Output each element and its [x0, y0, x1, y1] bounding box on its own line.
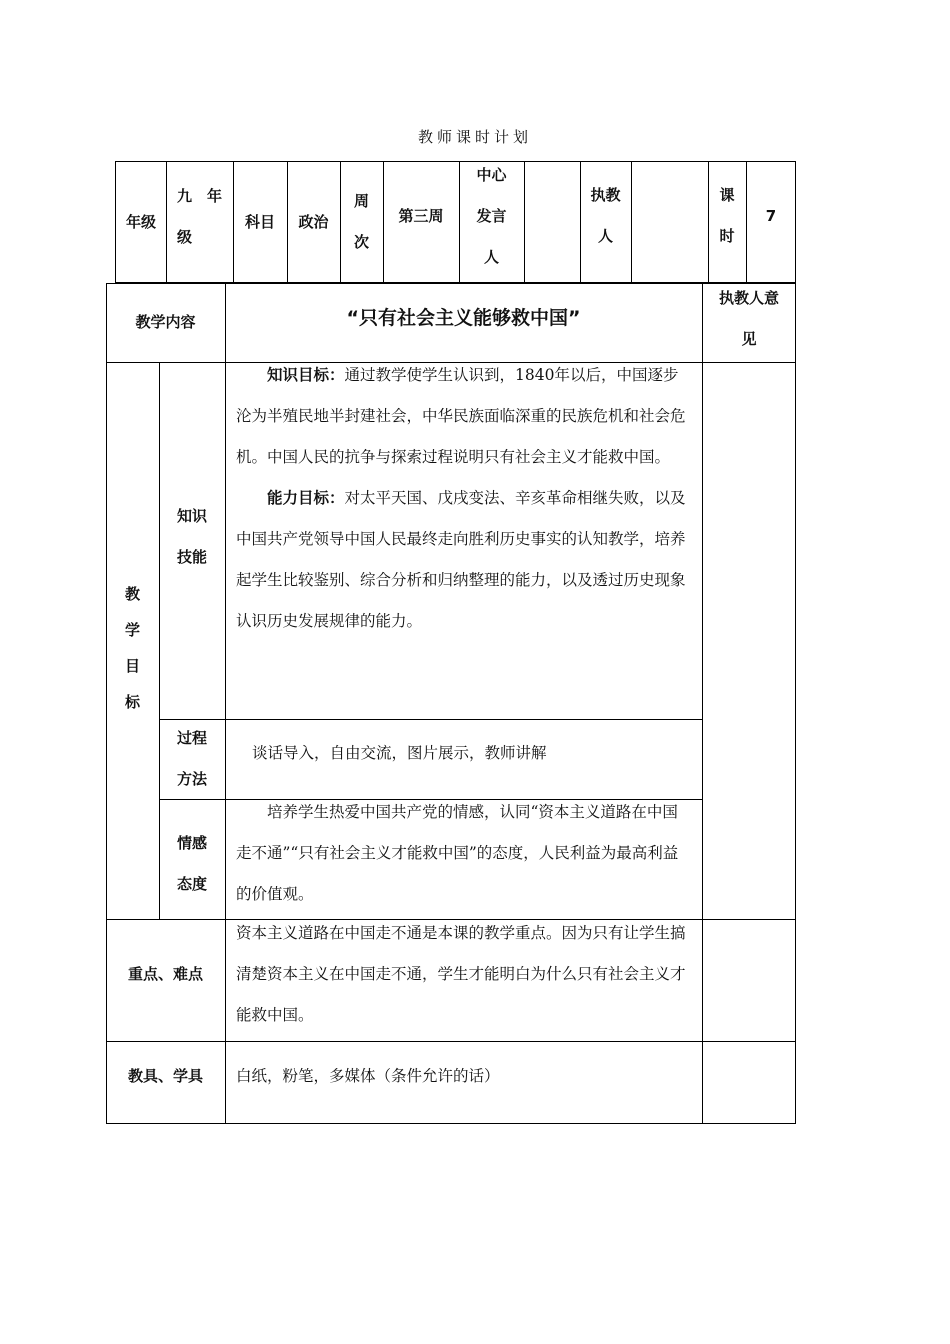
ability-goal-title: 能力目标：	[267, 489, 345, 507]
knowledge-skills-text	[236, 355, 692, 642]
tools-label: 教具、学具	[127, 1066, 203, 1085]
speaker-value	[524, 161, 580, 283]
process-method-line2: 方法	[176, 770, 207, 788]
process-method-line1: 过程	[176, 729, 207, 747]
emotion-attitude-line1: 情感	[176, 834, 207, 852]
knowledge-skills-label	[159, 362, 225, 719]
week-value: 第三周	[398, 206, 444, 225]
teacher-label	[580, 155, 631, 277]
ability-goal-text: 对太平天国、戊戌变法、辛亥革命相继失败，以及中国共产党领导中国人民最终走向胜利历史事实的认知教学，培养起学生比较鉴别、综合分析和归纳整理的能力，以及透过历史现象认识历史发展规律的能力。	[236, 489, 686, 630]
week-label-line2: 次	[353, 233, 369, 251]
speaker-label-line1: 中心	[476, 165, 507, 184]
emotion-attitude-paragraph: 培养学生热爱中国共产党的情感，认同“资本主义道路在中国走不通”“只有社会主义才能救中国”的态度，人民利益为最高利益的价值观。	[236, 803, 679, 903]
teacher-label-line1: 执教	[590, 186, 621, 204]
knowledge-skills-line2: 技能	[176, 547, 207, 566]
teaching-content-label: 教学内容	[135, 313, 196, 331]
lesson-heading: “只有社会主义能够救中国”	[346, 306, 581, 329]
knowledge-goal	[236, 355, 692, 478]
speaker-label-line2: 发言	[476, 206, 507, 225]
teacher-opinion-line2: 见	[741, 329, 757, 348]
grade-value-line1: 九 年	[177, 187, 223, 205]
key-points-text: 资本主义道路在中国走不通是本课的教学重点。因为只有让学生搞清楚资本主义在中国走不通，学生才能明白为什么只有社会主义才能救中国。	[236, 924, 686, 1024]
period-label	[708, 155, 746, 277]
key-points-label: 重点、难点	[127, 964, 203, 983]
emotion-attitude-line2: 态度	[176, 875, 207, 893]
knowledge-skills-line1: 知识	[176, 506, 207, 525]
objectives-label-4: 标	[124, 692, 140, 711]
objectives-label-1: 教	[124, 584, 140, 603]
speaker-label-line3: 人	[483, 247, 499, 266]
teacher-value	[631, 161, 708, 283]
knowledge-goal-text: 通过教学使学生认识到，1840年以后，中国逐步沦为半殖民地半封建社会，中华民族面临深重的民族危机和社会危机。中国人民的抗争与探索过程说明只有社会主义才能救中国。	[236, 366, 686, 466]
process-method-label	[159, 719, 225, 799]
period-label-line1: 课	[719, 186, 735, 204]
week-label-line1: 周	[353, 192, 369, 210]
period-label-line2: 时	[719, 227, 735, 245]
objectives-label-2: 学	[124, 620, 140, 639]
subject-value: 政治	[298, 212, 329, 231]
process-method-text: 谈话导入，自由交流，图片展示，教师讲解	[252, 744, 547, 762]
teacher-opinion-line1: 执教人意	[718, 288, 779, 307]
week-label	[340, 161, 383, 283]
page-title: 教师课时计划	[417, 128, 532, 146]
knowledge-goal-title: 知识目标：	[267, 366, 345, 384]
ability-goal	[236, 478, 692, 642]
emotion-attitude-text	[236, 792, 692, 915]
grade-label: 年级	[125, 212, 156, 231]
speaker-label	[459, 155, 524, 277]
objectives-label	[106, 362, 159, 919]
grade-value	[167, 175, 233, 259]
objectives-label-3: 目	[124, 656, 140, 675]
tools-text: 白纸，粉笔，多媒体（条件允许的话）	[236, 1067, 500, 1085]
teacher-label-line2: 人	[597, 227, 613, 245]
period-value: 7	[765, 206, 777, 225]
emotion-attitude-label	[159, 799, 225, 919]
teacher-opinion-label	[702, 279, 796, 358]
grade-value-line2: 级	[177, 228, 193, 246]
subject-label: 科目	[244, 212, 275, 231]
